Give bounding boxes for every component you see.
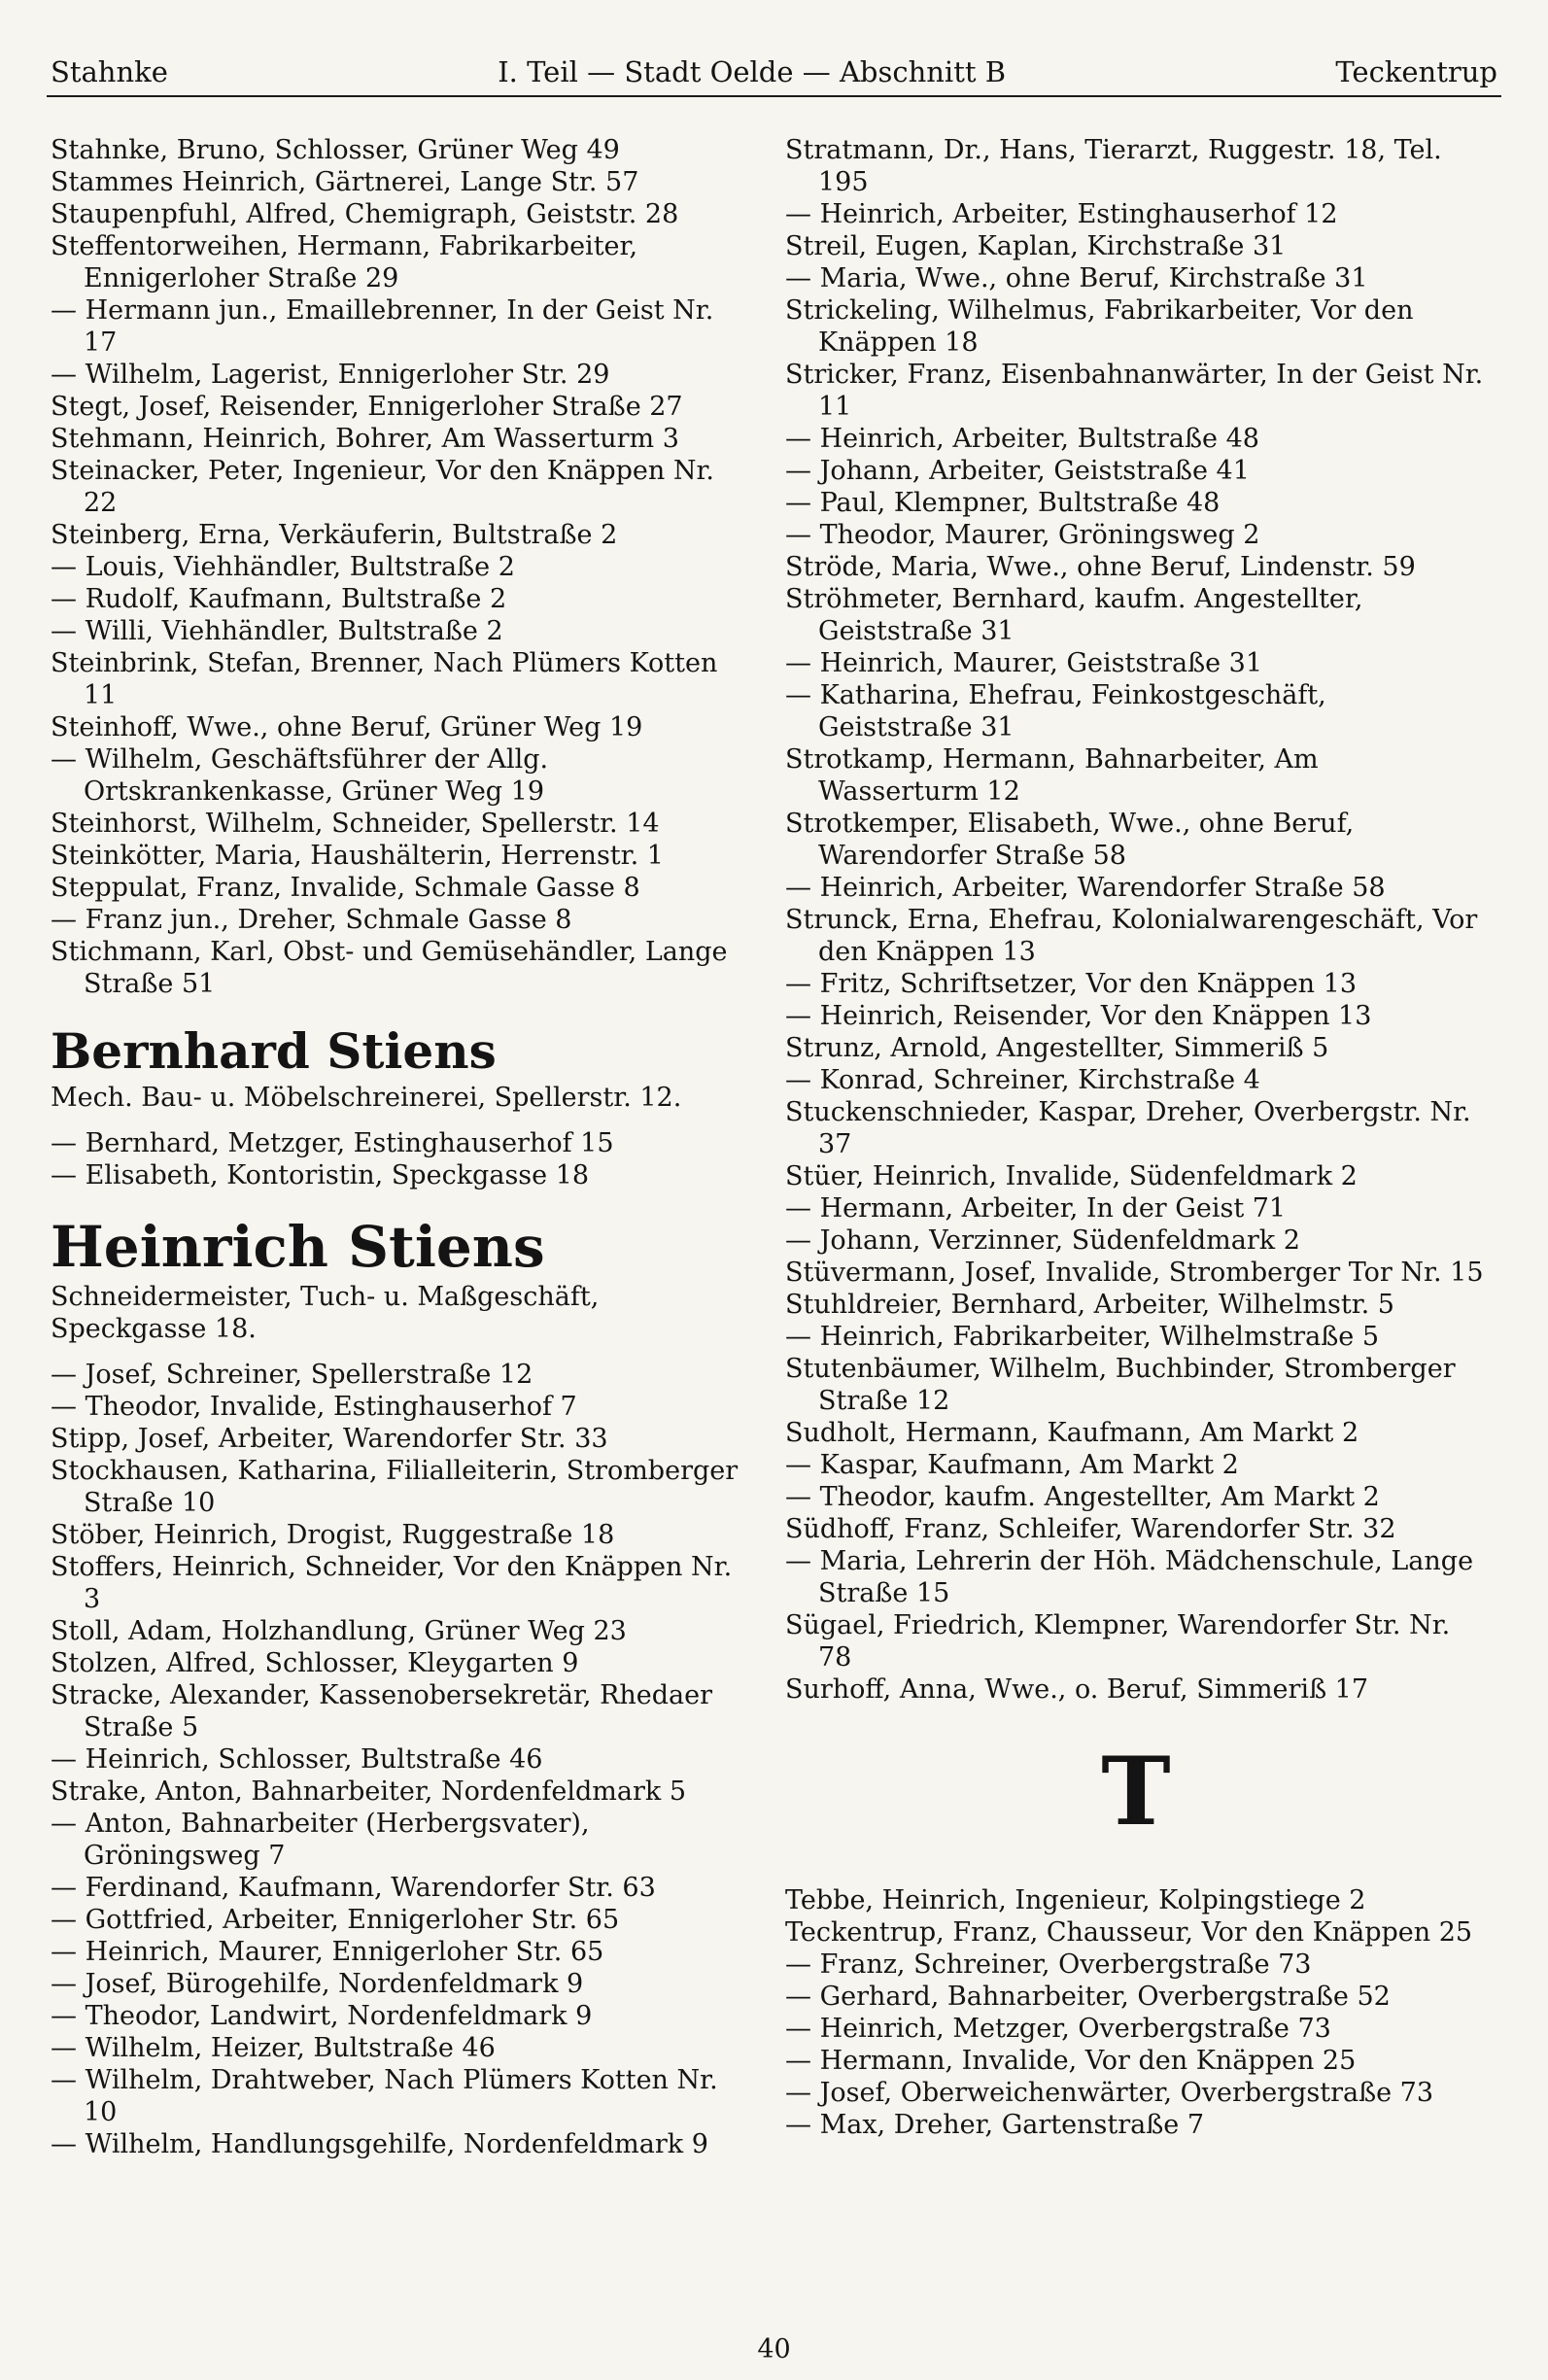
directory-entry: — Willi, Viehhändler, Bultstraße 2: [51, 616, 503, 646]
directory-entry: — Konrad, Schreiner, Kirchstraße 4: [785, 1065, 1260, 1095]
directory-entry: Steppulat, Franz, Invalide, Schmale Gasse 8: [51, 873, 640, 903]
directory-entry: Stichmann, Karl, Obst- und Gemüsehändler, Lange Straße 51: [51, 937, 728, 999]
directory-entry: Strake, Anton, Bahnarbeiter, Nordenfeldmark 5: [51, 1776, 687, 1807]
directory-entry: Steinbrink, Stefan, Brenner, Nach Plümers Kotten 11: [51, 648, 718, 710]
directory-entry: Stüer, Heinrich, Invalide, Südenfeldmark 2: [785, 1161, 1358, 1191]
directory-entry: Stoll, Adam, Holzhandlung, Grüner Weg 23: [51, 1616, 627, 1646]
directory-entry: — Heinrich, Metzger, Overbergstraße 73: [785, 2014, 1331, 2044]
directory-entry: Stuckenschnieder, Kaspar, Dreher, Overbergstr. Nr. 37: [785, 1097, 1471, 1159]
directory-entry: — Josef, Oberweichenwärter, Overbergstraße 73: [785, 2078, 1434, 2108]
directory-entry: Stolzen, Alfred, Schlosser, Kleygarten 9: [51, 1648, 579, 1678]
directory-entry: — Hermann, Invalide, Vor den Knäppen 25: [785, 2046, 1357, 2076]
directory-entry: — Franz jun., Dreher, Schmale Gasse 8: [51, 905, 572, 935]
directory-entry: Stracke, Alexander, Kassenobersekretär, Rhedaer Straße 5: [51, 1680, 713, 1742]
right-entries-top: [785, 134, 1487, 1706]
ad-name: Heinrich Stiens: [51, 1214, 545, 1280]
ad-description: Mech. Bau- u. Möbelschreinerei, Spellerstr. 12.: [51, 1083, 682, 1113]
left-entries-mid: [51, 1127, 752, 1191]
directory-entry: — Wilhelm, Drahtweber, Nach Plümers Kotten Nr. 10: [51, 2065, 718, 2127]
section-letter: T: [1101, 1737, 1171, 1846]
right-column: [785, 134, 1487, 2141]
directory-entry: Strunck, Erna, Ehefrau, Kolonialwarengeschäft, Vor den Knäppen 13: [785, 905, 1478, 967]
directory-entry: Stipp, Josef, Arbeiter, Warendorfer Str. 33: [51, 1424, 608, 1454]
ad-name: Bernhard Stiens: [51, 1022, 497, 1080]
directory-entry: Sudholt, Hermann, Kaufmann, Am Markt 2: [785, 1418, 1359, 1448]
directory-entry: — Heinrich, Reisender, Vor den Knäppen 13: [785, 1001, 1372, 1031]
directory-entry: — Theodor, Invalide, Estinghauserhof 7: [51, 1392, 577, 1422]
directory-entry: Strotkemper, Elisabeth, Wwe., ohne Beruf, Warendorfer Straße 58: [785, 809, 1355, 871]
directory-entry: Steinberg, Erna, Verkäuferin, Bultstraße 2: [51, 520, 618, 550]
directory-entry: Steffentorweihen, Hermann, Fabrikarbeiter, Ennigerloher Straße 29: [51, 231, 638, 293]
directory-entry: Strunz, Arnold, Angestellter, Simmeriß 5: [785, 1033, 1329, 1063]
directory-entry: Stuhldreier, Bernhard, Arbeiter, Wilhelmstr. 5: [785, 1290, 1394, 1320]
ad-description: Schneidermeister, Tuch- u. Maßgeschäft, Speckgasse 18.: [51, 1282, 600, 1344]
directory-entry: Steinhoff, Wwe., ohne Beruf, Grüner Weg 19: [51, 712, 643, 742]
header-rule: [47, 95, 1501, 97]
directory-entry: — Johann, Verzinner, Südenfeldmark 2: [785, 1225, 1300, 1256]
directory-entry: Stüvermann, Josef, Invalide, Stromberger Tor Nr. 15: [785, 1258, 1484, 1288]
directory-entry: Surhoff, Anna, Wwe., o. Beruf, Simmeriß 17: [785, 1674, 1369, 1705]
directory-entry: — Josef, Schreiner, Spellerstraße 12: [51, 1360, 533, 1390]
directory-entry: — Josef, Bürogehilfe, Nordenfeldmark 9: [51, 1969, 584, 1999]
ad-bernhard-stiens: [51, 1021, 752, 1114]
directory-entry: — Paul, Klempner, Bultstraße 48: [785, 488, 1221, 518]
directory-entry: — Franz, Schreiner, Overbergstraße 73: [785, 1949, 1312, 1980]
directory-entry: Ströhmeter, Bernhard, kaufm. Angestellter, Geiststraße 31: [785, 584, 1363, 646]
directory-entry: — Heinrich, Arbeiter, Warendorfer Straße 58: [785, 873, 1386, 903]
directory-entry: — Rudolf, Kaufmann, Bultstraße 2: [51, 584, 507, 614]
directory-entry: — Wilhelm, Lagerist, Ennigerloher Str. 29: [51, 360, 610, 390]
directory-entry: — Heinrich, Maurer, Geiststraße 31: [785, 648, 1263, 678]
directory-entry: — Heinrich, Fabrikarbeiter, Wilhelmstraße 5: [785, 1322, 1380, 1352]
directory-entry: Streil, Eugen, Kaplan, Kirchstraße 31: [785, 231, 1287, 261]
directory-entry: — Bernhard, Metzger, Estinghauserhof 15: [51, 1128, 614, 1158]
header-center: I. Teil — Stadt Oelde — Abschnitt B: [498, 55, 1007, 88]
directory-entry: — Johann, Arbeiter, Geiststraße 41: [785, 456, 1250, 486]
directory-entry: — Wilhelm, Heizer, Bultstraße 46: [51, 2033, 496, 2063]
page-header: [51, 51, 1497, 93]
left-column: [51, 134, 752, 2160]
directory-entry: Stahnke, Bruno, Schlosser, Grüner Weg 49: [51, 135, 620, 165]
directory-entry: — Ferdinand, Kaufmann, Warendorfer Str. 63: [51, 1873, 656, 1903]
directory-entry: Steinkötter, Maria, Haushälterin, Herrenstr. 1: [51, 841, 664, 871]
header-left: Stahnke: [51, 55, 168, 88]
directory-entry: Strotkamp, Hermann, Bahnarbeiter, Am Wasserturm 12: [785, 744, 1319, 807]
directory-entry: — Kaspar, Kaufmann, Am Markt 2: [785, 1450, 1239, 1480]
directory-entry: Stammes Heinrich, Gärtnerei, Lange Str. 57: [51, 167, 639, 197]
directory-entry: — Max, Dreher, Gartenstraße 7: [785, 2110, 1204, 2140]
directory-entry: Stutenbäumer, Wilhelm, Buchbinder, Stromberger Straße 12: [785, 1354, 1456, 1416]
directory-entry: — Gottfried, Arbeiter, Ennigerloher Str. 65: [51, 1905, 620, 1935]
directory-entry: Staupenpfuhl, Alfred, Chemigraph, Geiststr. 28: [51, 199, 679, 229]
directory-entry: — Wilhelm, Geschäftsführer der Allg. Ortskrankenkasse, Grüner Weg 19: [51, 744, 549, 807]
directory-entry: — Heinrich, Maurer, Ennigerloher Str. 65: [51, 1937, 604, 1967]
directory-entry: — Maria, Wwe., ohne Beruf, Kirchstraße 31: [785, 263, 1368, 293]
page-number: 40: [757, 2334, 791, 2364]
directory-entry: Sügael, Friedrich, Klempner, Warendorfer Str. Nr. 78: [785, 1610, 1451, 1673]
directory-entry: Stehmann, Heinrich, Bohrer, Am Wasserturm 3: [51, 424, 679, 454]
directory-entry: Stricker, Franz, Eisenbahnanwärter, In der Geist Nr. 11: [785, 360, 1484, 422]
directory-entry: Steinacker, Peter, Ingenieur, Vor den Knäppen Nr. 22: [51, 456, 715, 518]
directory-entry: Teckentrup, Franz, Chausseur, Vor den Knäppen 25: [785, 1917, 1473, 1948]
directory-entry: — Elisabeth, Kontoristin, Speckgasse 18: [51, 1160, 590, 1190]
directory-entry: Ströde, Maria, Wwe., ohne Beruf, Lindenstr. 59: [785, 552, 1416, 582]
directory-entry: — Heinrich, Arbeiter, Estinghauserhof 12: [785, 199, 1338, 229]
directory-entry: — Katharina, Ehefrau, Feinkostgeschäft, Geiststraße 31: [785, 680, 1326, 742]
directory-entry: — Hermann, Arbeiter, In der Geist 71: [785, 1193, 1287, 1224]
left-entries-top: [51, 134, 752, 1000]
directory-entry: Stratmann, Dr., Hans, Tierarzt, Ruggestr. 18, Tel. 195: [785, 135, 1442, 197]
directory-entry: — Heinrich, Arbeiter, Bultstraße 48: [785, 424, 1259, 454]
right-entries-bottom: [785, 1884, 1487, 2141]
directory-entry: — Theodor, kaufm. Angestellter, Am Markt 2: [785, 1482, 1380, 1512]
directory-entry: — Theodor, Landwirt, Nordenfeldmark 9: [51, 2001, 593, 2031]
directory-entry: Stockhausen, Katharina, Filialleiterin, Stromberger Straße 10: [51, 1456, 739, 1518]
directory-entry: — Theodor, Maurer, Gröningsweg 2: [785, 520, 1260, 550]
directory-entry: Stoffers, Heinrich, Schneider, Vor den Knäppen Nr. 3: [51, 1552, 733, 1614]
directory-entry: Tebbe, Heinrich, Ingenieur, Kolpingstiege 2: [785, 1885, 1366, 1915]
directory-entry: Stegt, Josef, Reisender, Ennigerloher Straße 27: [51, 392, 683, 422]
ad-heinrich-stiens: [51, 1213, 752, 1345]
directory-entry: — Wilhelm, Handlungsgehilfe, Nordenfeldmark 9: [51, 2129, 708, 2159]
directory-entry: Stöber, Heinrich, Drogist, Ruggestraße 18: [51, 1520, 615, 1550]
directory-entry: — Anton, Bahnarbeiter (Herbergsvater), Gröningsweg 7: [51, 1809, 590, 1871]
header-right: Teckentrup: [1335, 55, 1497, 88]
directory-entry: — Louis, Viehhändler, Bultstraße 2: [51, 552, 515, 582]
directory-entry: Steinhorst, Wilhelm, Schneider, Spellerstr. 14: [51, 809, 660, 839]
directory-entry: — Fritz, Schriftsetzer, Vor den Knäppen 13: [785, 969, 1358, 999]
directory-entry: — Gerhard, Bahnarbeiter, Overbergstraße 52: [785, 1982, 1391, 2012]
left-entries-bottom: [51, 1359, 752, 2160]
directory-entry: — Heinrich, Schlosser, Bultstraße 46: [51, 1744, 543, 1775]
directory-entry: Strickeling, Wilhelmus, Fabrikarbeiter, Vor den Knäppen 18: [785, 295, 1414, 358]
directory-entry: Südhoff, Franz, Schleifer, Warendorfer Str. 32: [785, 1514, 1396, 1544]
directory-entry: — Hermann jun., Emaillebrenner, In der Geist Nr. 17: [51, 295, 714, 358]
directory-entry: — Maria, Lehrerin der Höh. Mädchenschule, Lange Straße 15: [785, 1546, 1474, 1608]
